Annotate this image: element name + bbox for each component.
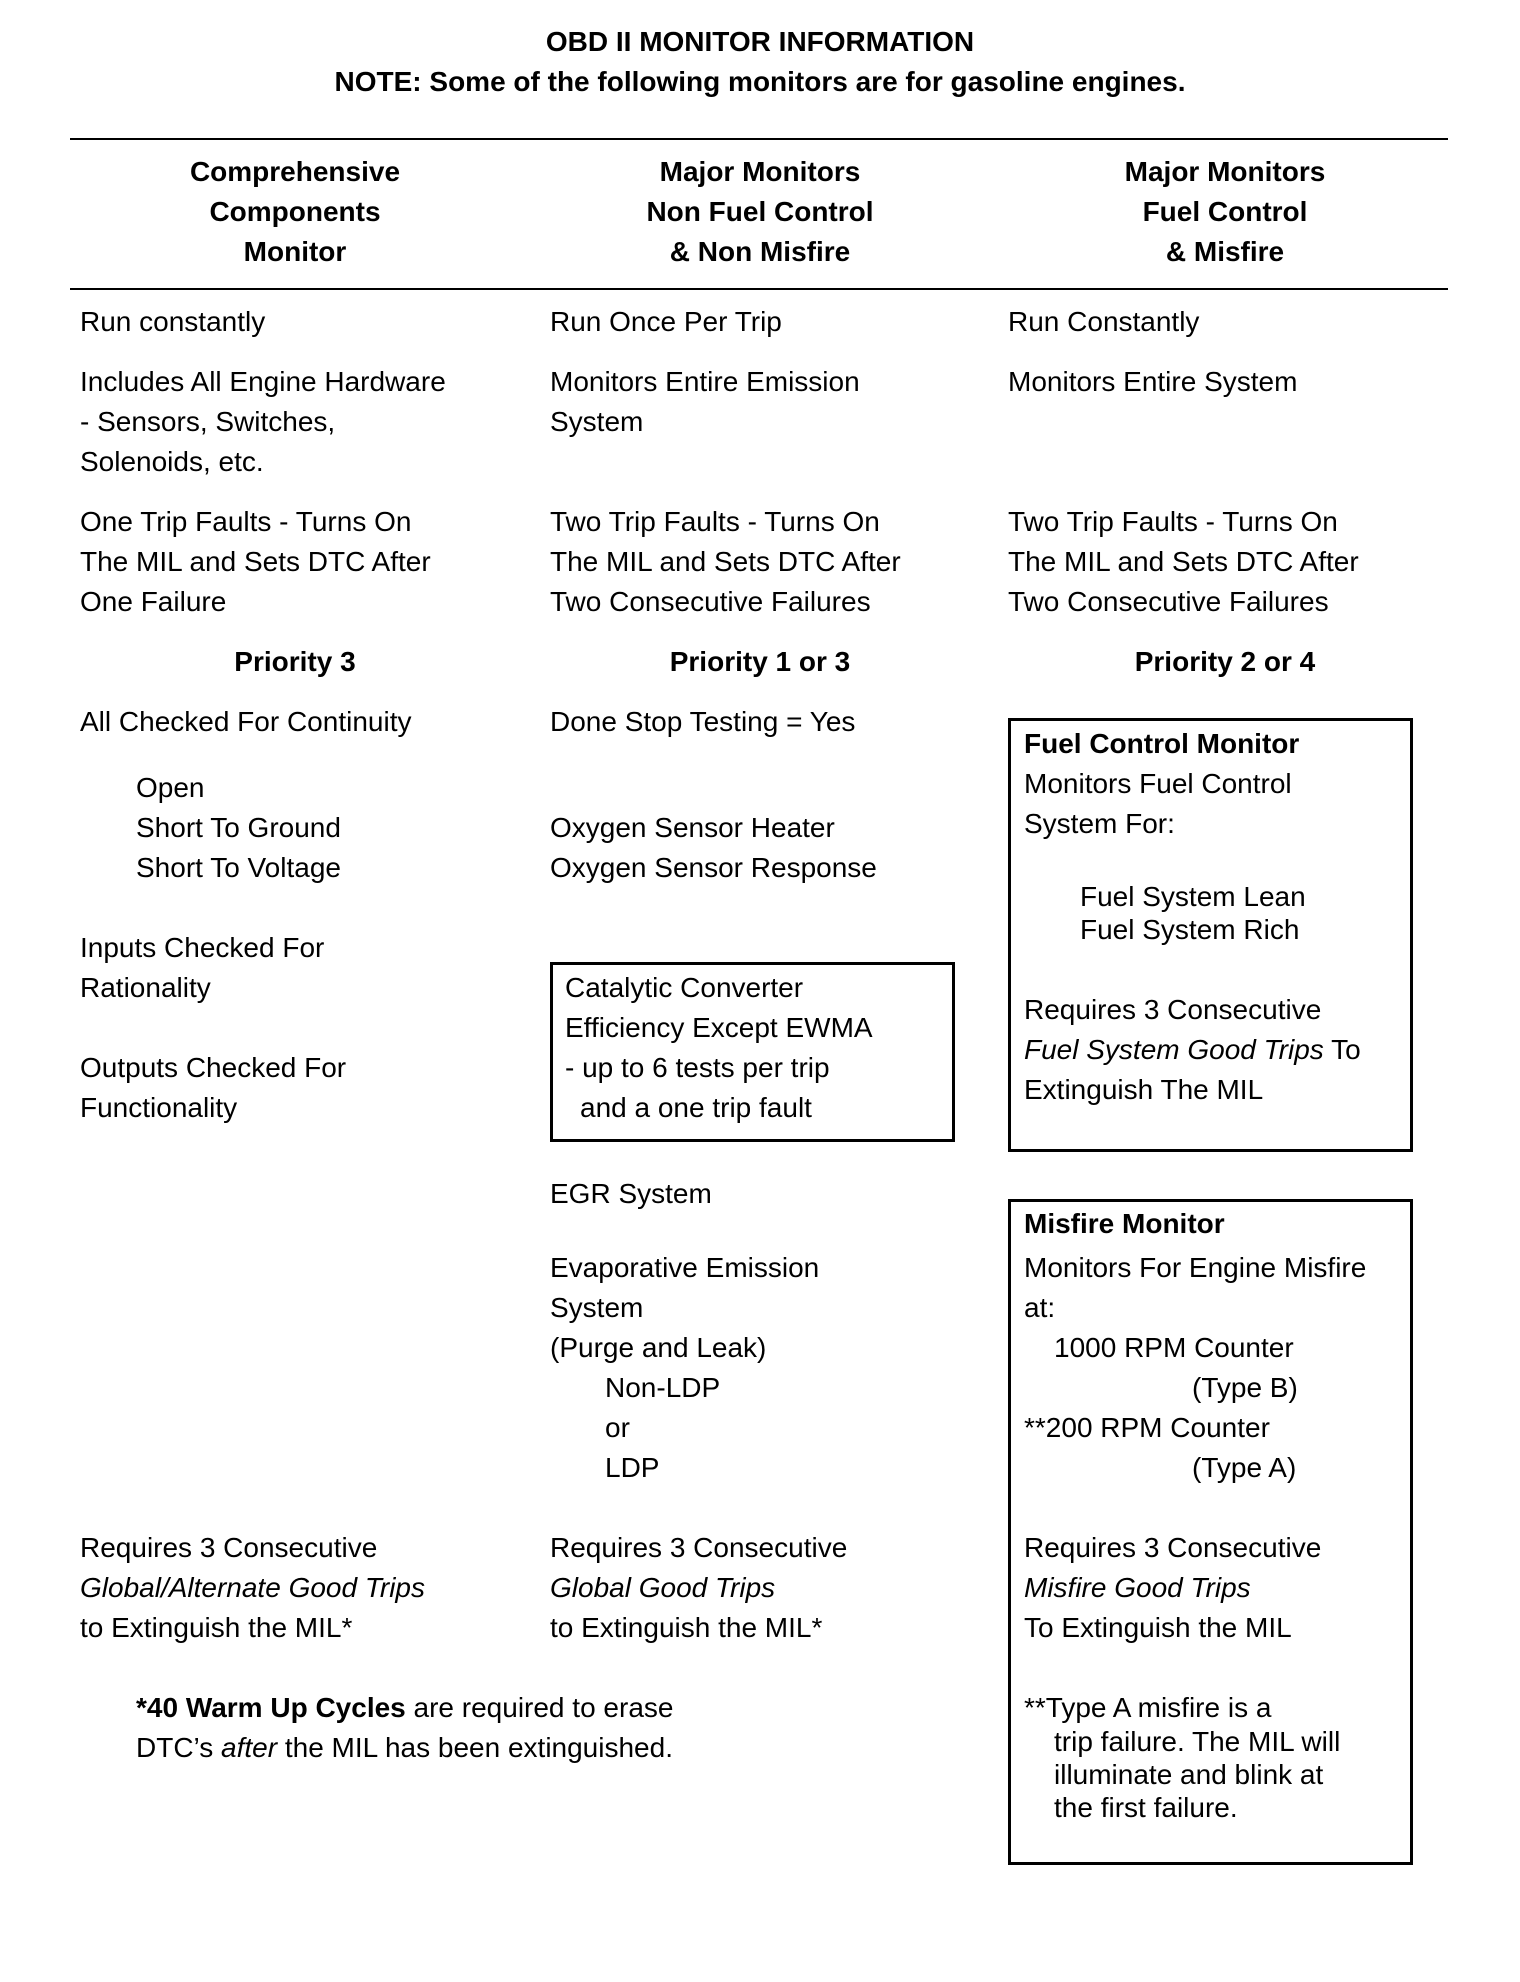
catalytic-text: and a one trip fault (580, 1092, 812, 1123)
misfire-type: (Type A) (1192, 1452, 1297, 1483)
header-line: Major Monitors (659, 156, 861, 187)
fuel-box-item: Fuel System Lean (1080, 881, 1306, 912)
fuel-box-requires: Requires 3 Consecutive (1024, 994, 1322, 1025)
misfire-box-title: Misfire Monitor (1024, 1208, 1225, 1239)
header-line: Comprehensive (189, 156, 401, 187)
header-rule (70, 288, 1448, 290)
monitors-text: Monitors Entire Emission (550, 366, 860, 397)
misfire-counter: 1000 RPM Counter (1054, 1332, 1294, 1363)
inputs-text: Inputs Checked For (80, 932, 325, 963)
catalytic-text: - up to 6 tests per trip (565, 1052, 830, 1083)
run-text: Run Once Per Trip (550, 306, 782, 337)
type-a-note: trip failure. The MIL will (1054, 1726, 1341, 1757)
priority-label: Priority 1 or 3 (669, 646, 851, 677)
misfire-box-good-trips: Misfire Good Trips (1024, 1572, 1251, 1603)
header-line: Fuel Control (1142, 196, 1308, 227)
monitors-text: System (550, 406, 644, 437)
header-line: Components (209, 196, 381, 227)
monitors-text: Monitors Entire System (1008, 366, 1298, 397)
misfire-box-requires: Requires 3 Consecutive (1024, 1532, 1322, 1563)
run-text: Run constantly (80, 306, 266, 337)
footnote-text: DTC’s (136, 1732, 222, 1763)
footnote-italic: after (221, 1732, 278, 1763)
header-line: & Misfire (1165, 236, 1285, 267)
fuel-box-good-trips-line (1024, 1030, 1361, 1070)
footnote-text: are required to erase (405, 1692, 674, 1723)
check-item: Open (136, 772, 205, 803)
check-item: Short To Ground (136, 812, 341, 843)
includes-text: - Sensors, Switches, (80, 406, 336, 437)
footnote-line (136, 1728, 673, 1768)
includes-text: Includes All Engine Hardware (80, 366, 446, 397)
faults-text: One Failure (80, 586, 227, 617)
evap-option: Non-LDP (605, 1372, 721, 1403)
faults-text: The MIL and Sets DTC After (80, 546, 431, 577)
outputs-text: Outputs Checked For (80, 1052, 347, 1083)
misfire-box-extinguish: To Extinguish the MIL (1024, 1612, 1292, 1643)
includes-text: Solenoids, etc. (80, 446, 264, 477)
done-text: Done Stop Testing = Yes (550, 706, 856, 737)
footnote-line (136, 1688, 673, 1728)
oxygen-text: Oxygen Sensor Response (550, 852, 877, 883)
extinguish-text: to Extinguish the MIL* (550, 1612, 823, 1643)
catalytic-text: Efficiency Except EWMA (565, 1012, 873, 1043)
faults-text: The MIL and Sets DTC After (1008, 546, 1359, 577)
checked-text: All Checked For Continuity (80, 706, 412, 737)
footnote-bold: *40 Warm Up Cycles (136, 1692, 406, 1723)
good-trips-text: Global/Alternate Good Trips (80, 1572, 425, 1603)
fuel-box-good-trips: Fuel System Good Trips (1024, 1034, 1324, 1065)
evap-option: or (605, 1412, 630, 1443)
faults-text: One Trip Faults - Turns On (80, 506, 412, 537)
evap-text: (Purge and Leak) (550, 1332, 767, 1363)
run-text: Run Constantly (1008, 306, 1200, 337)
faults-text: Two Trip Faults - Turns On (550, 506, 880, 537)
evap-text: Evaporative Emission (550, 1252, 820, 1283)
type-a-note: **Type A misfire is a (1024, 1692, 1272, 1723)
oxygen-text: Oxygen Sensor Heater (550, 812, 835, 843)
misfire-box-desc: Monitors For Engine Misfire (1024, 1252, 1367, 1283)
requires-text: Requires 3 Consecutive (80, 1532, 378, 1563)
requires-text: Requires 3 Consecutive (550, 1532, 848, 1563)
fuel-box-item: Fuel System Rich (1080, 914, 1300, 945)
egr-text: EGR System (550, 1178, 712, 1209)
faults-text: Two Consecutive Failures (1008, 586, 1329, 617)
fuel-box-extinguish: Extinguish The MIL (1024, 1074, 1264, 1105)
misfire-type: (Type B) (1192, 1372, 1298, 1403)
evap-text: System (550, 1292, 644, 1323)
priority-label: Priority 3 (234, 646, 356, 677)
page-title: OBD II MONITOR INFORMATION (545, 26, 975, 57)
type-a-note: the first failure. (1054, 1792, 1238, 1823)
catalytic-text: Catalytic Converter (565, 972, 804, 1003)
inputs-text: Rationality (80, 972, 211, 1003)
header-line: & Non Misfire (669, 236, 851, 267)
evap-option: LDP (605, 1452, 660, 1483)
extinguish-text: to Extinguish the MIL* (80, 1612, 353, 1643)
fuel-box-title: Fuel Control Monitor (1024, 728, 1300, 759)
fuel-box-desc: System For: (1024, 808, 1175, 839)
footnote-text: the MIL has been extinguished. (277, 1732, 673, 1763)
priority-label: Priority 2 or 4 (1134, 646, 1316, 677)
faults-text: The MIL and Sets DTC After (550, 546, 901, 577)
header-line: Major Monitors (1124, 156, 1326, 187)
faults-text: Two Consecutive Failures (550, 586, 871, 617)
misfire-counter: **200 RPM Counter (1024, 1412, 1270, 1443)
header-line: Monitor (243, 236, 347, 267)
type-a-note: illuminate and blink at (1054, 1759, 1324, 1790)
fuel-box-to: To (1323, 1034, 1361, 1065)
page-note: NOTE: Some of the following monitors are for gasoline engines. (334, 66, 1186, 97)
good-trips-text: Global Good Trips (550, 1572, 776, 1603)
faults-text: Two Trip Faults - Turns On (1008, 506, 1338, 537)
top-rule (70, 138, 1448, 140)
outputs-text: Functionality (80, 1092, 238, 1123)
check-item: Short To Voltage (136, 852, 341, 883)
header-line: Non Fuel Control (646, 196, 874, 227)
fuel-box-desc: Monitors Fuel Control (1024, 768, 1292, 799)
misfire-box-desc: at: (1024, 1292, 1056, 1323)
